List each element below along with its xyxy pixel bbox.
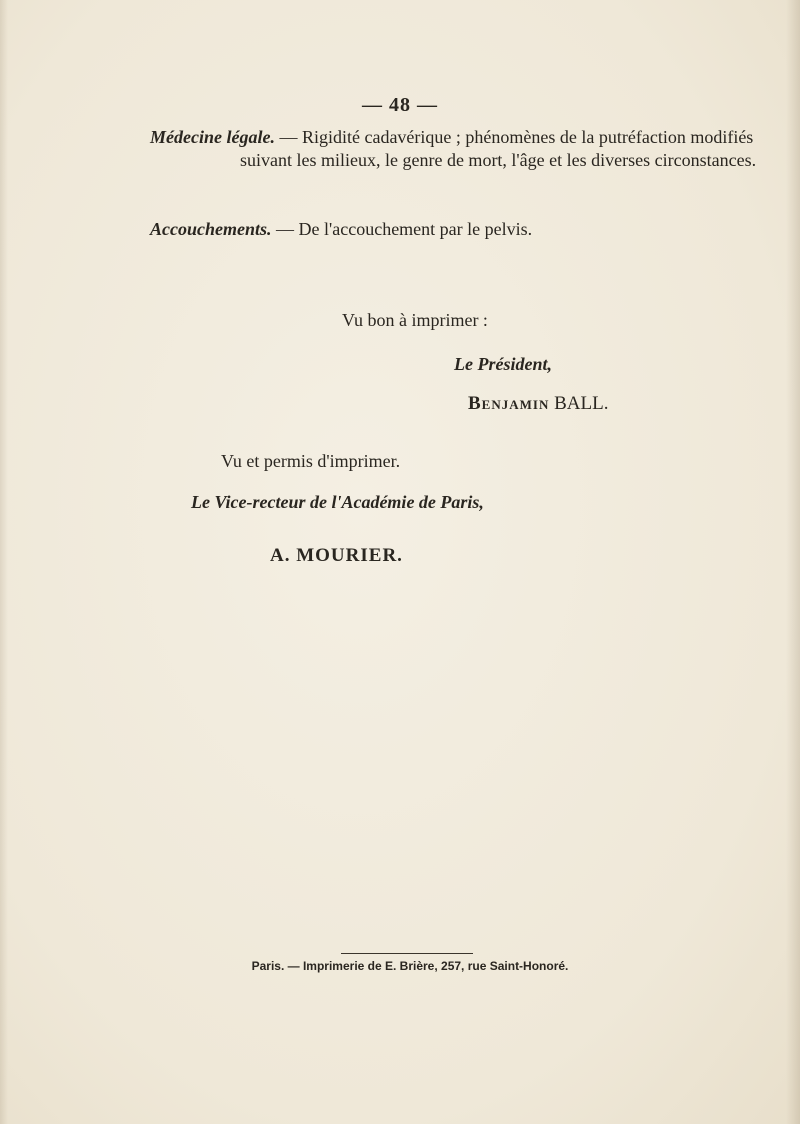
entry-label: Médecine légale. bbox=[150, 127, 275, 147]
entry-label: Accouchements. bbox=[150, 219, 272, 239]
entry-accouchements bbox=[150, 218, 670, 241]
signer-last-name: BALL. bbox=[554, 393, 609, 414]
page-edge-right bbox=[786, 0, 800, 1124]
page-number: — 48 — bbox=[362, 94, 438, 116]
imprint-divider bbox=[341, 953, 473, 954]
permission-title: Le Vice-recteur de l'Académie de Paris, bbox=[191, 492, 484, 512]
permission-statement: Vu et permis d'imprimer. bbox=[221, 451, 401, 471]
approval-title: Le Président, bbox=[454, 354, 552, 374]
entry-text: — Rigidité cadavérique ; phénomènes de la putréfaction modifiés suivant les milieux, le genre de mort, l'âge et les diverses circonstances. bbox=[240, 127, 757, 170]
entry-medecine-legale bbox=[150, 126, 760, 172]
page-edge-left bbox=[0, 0, 8, 1124]
signer-first-name: Benjamin bbox=[468, 393, 550, 414]
printer-imprint: Paris. — Imprimerie de E. Brière, 257, rue Saint-Honoré. bbox=[251, 959, 569, 973]
approval-signer bbox=[468, 393, 608, 415]
permission-signer: A. MOURIER. bbox=[270, 545, 403, 566]
approval-statement: Vu bon à imprimer : bbox=[342, 310, 488, 330]
entry-text: — De l'accouchement par le pelvis. bbox=[271, 219, 533, 239]
